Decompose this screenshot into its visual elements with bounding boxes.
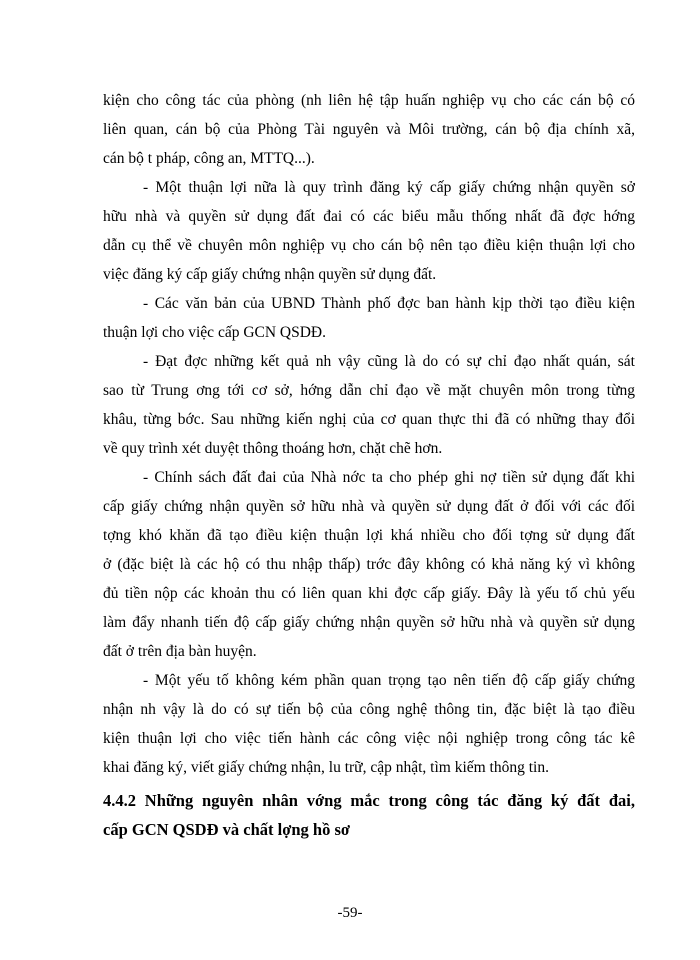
text-line: - Một yếu tố không kém phần quan trọng tạo nên tiến độ cấp giấy chứng — [143, 672, 635, 689]
text-line: đủ tiền nộp các khoản thu có liên quan khi đợc cấp giấy. Đây là yếu tố chủ yếu — [103, 585, 635, 602]
text-line: - Đạt đợc những kết quả nh vậy cũng là do có sự chỉ đạo nhất quán, sát — [143, 353, 635, 370]
text-line: - Chính sách đất đai của Nhà nớc ta cho phép ghi nợ tiền sử dụng đất khi — [143, 469, 635, 486]
text-line: cán bộ t pháp, công an, MTTQ...). — [103, 150, 315, 167]
text-line: thuận lợi cho việc cấp GCN QSDĐ. — [103, 324, 327, 341]
text-line: kiện thuận lợi cho việc tiến hành các công việc nội nghiệp trong công tác kê — [103, 730, 635, 747]
text-line: kiện cho công tác của phòng (nh liên hệ tập huấn nghiệp vụ cho các cán bộ có — [103, 92, 635, 109]
text-line: liên quan, cán bộ của Phòng Tài nguyên và Môi trường, cán bộ địa chính xã, — [103, 121, 635, 138]
paragraph-6 — [103, 666, 635, 782]
heading-line: 4.4.2 Những nguyên nhân vớng mắc trong công tác đăng ký đất đai, — [103, 791, 635, 810]
text-line: hữu nhà và quyền sử dụng đất đai có các biểu mẫu thống nhất đã đợc hớng — [103, 208, 635, 225]
text-line: đất ở trên địa bàn huyện. — [103, 643, 257, 660]
text-line: ở (đặc biệt là các hộ có thu nhập thấp) trớc đây không có khả năng ký vì không — [103, 556, 635, 573]
paragraph-5 — [103, 463, 635, 666]
text-line: dẫn cụ thể về chuyên môn nghiệp vụ cho cán bộ nên tạo điều kiện thuận lợi cho — [103, 237, 635, 254]
text-line: việc đăng ký cấp giấy chứng nhận quyền sử dụng đất. — [103, 266, 437, 283]
text-line: khâu, từng bớc. Sau những kiến nghị của cơ quan thực thi đã có những thay đổi — [103, 411, 635, 428]
page-number: -59- — [337, 905, 363, 921]
paragraph-3 — [103, 289, 635, 347]
text-line: - Một thuận lợi nữa là quy trình đăng ký cấp giấy chứng nhận quyền sở — [143, 179, 635, 196]
text-line: khai đăng ký, viết giấy chứng nhận, lu trữ, cập nhật, tìm kiếm thông tin. — [103, 759, 549, 776]
text-line: nhận nh vậy là do có sự tiến bộ của công nghệ thông tin, đặc biệt là tạo điều — [103, 701, 635, 718]
text-line: làm đẩy nhanh tiến độ cấp giấy chứng nhận quyền sở hữu nhà và quyền sử dụng — [103, 614, 635, 631]
paragraph-1 — [103, 86, 635, 173]
text-line: cấp giấy chứng nhận quyền sở hữu nhà và quyền sử dụng đất ở đối với các đối — [103, 498, 635, 515]
text-line: - Các văn bản của UBND Thành phố đợc ban hành kịp thời tạo điều kiện — [143, 295, 635, 312]
document-body — [103, 86, 635, 844]
heading-line: cấp GCN QSDĐ và chất lợng hồ sơ — [103, 820, 351, 839]
text-line: tợng khó khăn đã tạo điều kiện thuận lợi khá nhiều cho đối tợng sử dụng đất — [103, 527, 635, 544]
section-heading — [103, 786, 635, 844]
paragraph-2 — [103, 173, 635, 289]
text-line: sao từ Trung ơng tới cơ sở, hớng dẫn chỉ đạo về mặt chuyên môn trong từng — [103, 382, 635, 399]
text-line: về quy trình xét duyệt thông thoáng hơn, chặt chẽ hơn. — [103, 440, 443, 457]
paragraph-4 — [103, 347, 635, 463]
